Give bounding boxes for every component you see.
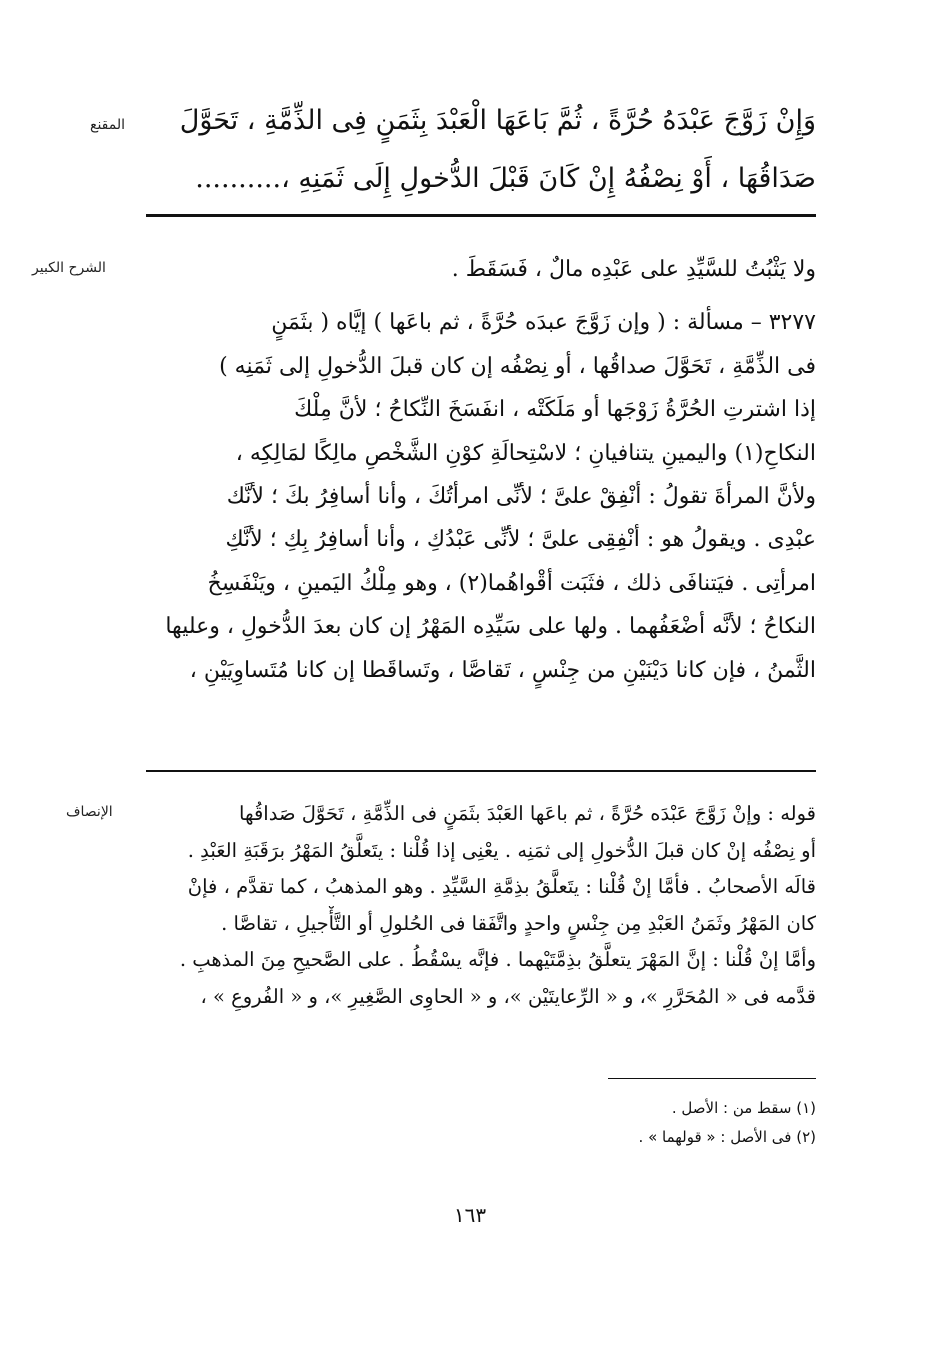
- footnote-divider: [608, 1078, 816, 1079]
- sharh-text: [140, 248, 816, 692]
- section-label-muqni: المقنع: [90, 117, 126, 133]
- insaf-line: قدَّمه فى « المُحَرَّرِ »، و « الرِّعايتَيْن »، و « الحاوِى الصَّغِيرِ »، و « الفُروعِ » ،: [200, 984, 816, 1008]
- insaf-line: أو نِصْفُه إنْ كان قبلَ الدُّخولِ إلى ثمَنِه . يعْنِى إذا قُلْنا : يتَعلَّقُ المَهْرُ برَقَبَةِ العَبْدِ .: [187, 838, 816, 862]
- sharh-line: ٣٢٧٧ – مسألة : ( وإن زَوَّجَ عبدَه حُرَّةً ، ثم باعَها ) إيَّاه ( بثَمَنٍ: [271, 310, 816, 336]
- muqni-text: [140, 92, 816, 208]
- insaf-text: [140, 796, 816, 1016]
- sharh-line: النكاحِ(١) واليمينِ يتنافيانِ ؛ لاسْتِحالَةِ كوْنِ الشَّخْصِ مالِكًا لمَالِكِه ،: [235, 440, 816, 466]
- footnote-item: (٢) فى الأصل : « قولهما » .: [638, 1128, 816, 1146]
- sharh-line: ولأنَّ المرأةَ تقولُ : أنْفِقْ علىَّ ؛ لأنِّى امرأتُكَ ، وأنا أسافِرُ بكَ ؛ لأنَّك: [226, 484, 816, 510]
- page-number: ١٦٣: [453, 1203, 487, 1227]
- section-divider-thin: [146, 770, 816, 772]
- insaf-line: قوله : وإنْ زَوَّجَ عَبْدَه حُرَّةً ، ثم باعَها العَبْدَ بثَمَنٍ فى الذِّمَّةِ ، تَحَوَّلَ صَداقُها: [239, 802, 816, 825]
- section-divider-thick: [146, 214, 816, 217]
- sharh-line: ولا يَثْبُتُ للسَّيِّدِ على عَبْدِه مالٌ ، فَسَقَطَ .: [451, 257, 816, 282]
- muqni-line: وَإِنْ زَوَّجَ عَبْدَهُ حُرَّةً ، ثُمَّ بَاعَهَا الْعَبْدَ بِثَمَنٍ فِى الذِّمَّةِ ، تَحَوَّلَ: [179, 105, 816, 136]
- sharh-line: إذا اشترتِ الحُرَّةُ زَوْجَها أو مَلَكَتْه ، انفَسَخَ النِّكاحُ ؛ لأنَّ مِلْكَ: [294, 397, 816, 423]
- footnote-item: (١) سقط من : الأصل .: [671, 1099, 816, 1117]
- muqni-line: صَدَاقُهَا ، أَوْ نِصْفُهُ إِنْ كَانَ قَبْلَ الدُّخولِ إِلَى ثَمَنِهِ ،..........: [195, 163, 816, 194]
- insaf-line: كان المَهْرُ وثَمَنُ العَبْدِ مِن جِنْسٍ واحدٍ واتَّفَقا فى الحُلولِ أو التَّأْجيلِ ، تقاصَّا .: [221, 911, 816, 935]
- sharh-line: عبْدِى . ويقولُ هو : أنْفِقِى علىَّ ؛ لأنِّى عَبْدُكِ ، وأنا أسافِرُ بِكِ ؛ لأنَّكِ: [225, 527, 816, 553]
- sharh-line: النكاحُ ؛ لأنَّه أضْعَفُهما . ولها على سَيِّدِه المَهْرُ إن كان بعدَ الدُّخولِ ، وعليها: [165, 614, 816, 640]
- insaf-line: وأمَّا إنْ قُلْنا : إنَّ المَهْرَ يتعلَّقُ بذِمَّتَيْهما . فإنَّه يسْقُطُ . على الصَّحيحِ مِنَ المذهبِ .: [179, 948, 816, 972]
- section-label-insaf: الإنصاف: [66, 804, 113, 820]
- sharh-line: فى الذِّمَّةِ ، تَحَوَّلَ صداقُها ، أو نِصْفُه إن كان قبلَ الدُّخولِ إلى ثَمَنِه ): [219, 353, 816, 379]
- sharh-line: امرأتِى . فيَتنافَى ذلك ، فثَبَت أقْواهُما(٢) ، وهو مِلْكُ اليَمينِ ، ويَنْفَسِخُ: [207, 570, 816, 596]
- section-label-sharh: الشرح الكبير: [32, 260, 106, 276]
- sharh-line: الثَّمنُ ، فإن كانا دَيْنَيْنِ من جِنْسٍ ، تَقاصَّا ، وتَساقَطا إن كانا مُتَساوِيَيْنِ ،: [189, 657, 816, 683]
- footnotes: [420, 1094, 816, 1152]
- insaf-line: قالَه الأصحابُ . فأمَّا إنْ قُلْنا : يتَعلَّقُ بذِمَّةِ السَّيِّدِ . وهو المذهبُ ، كما تقدَّم ، فإنْ: [187, 875, 816, 899]
